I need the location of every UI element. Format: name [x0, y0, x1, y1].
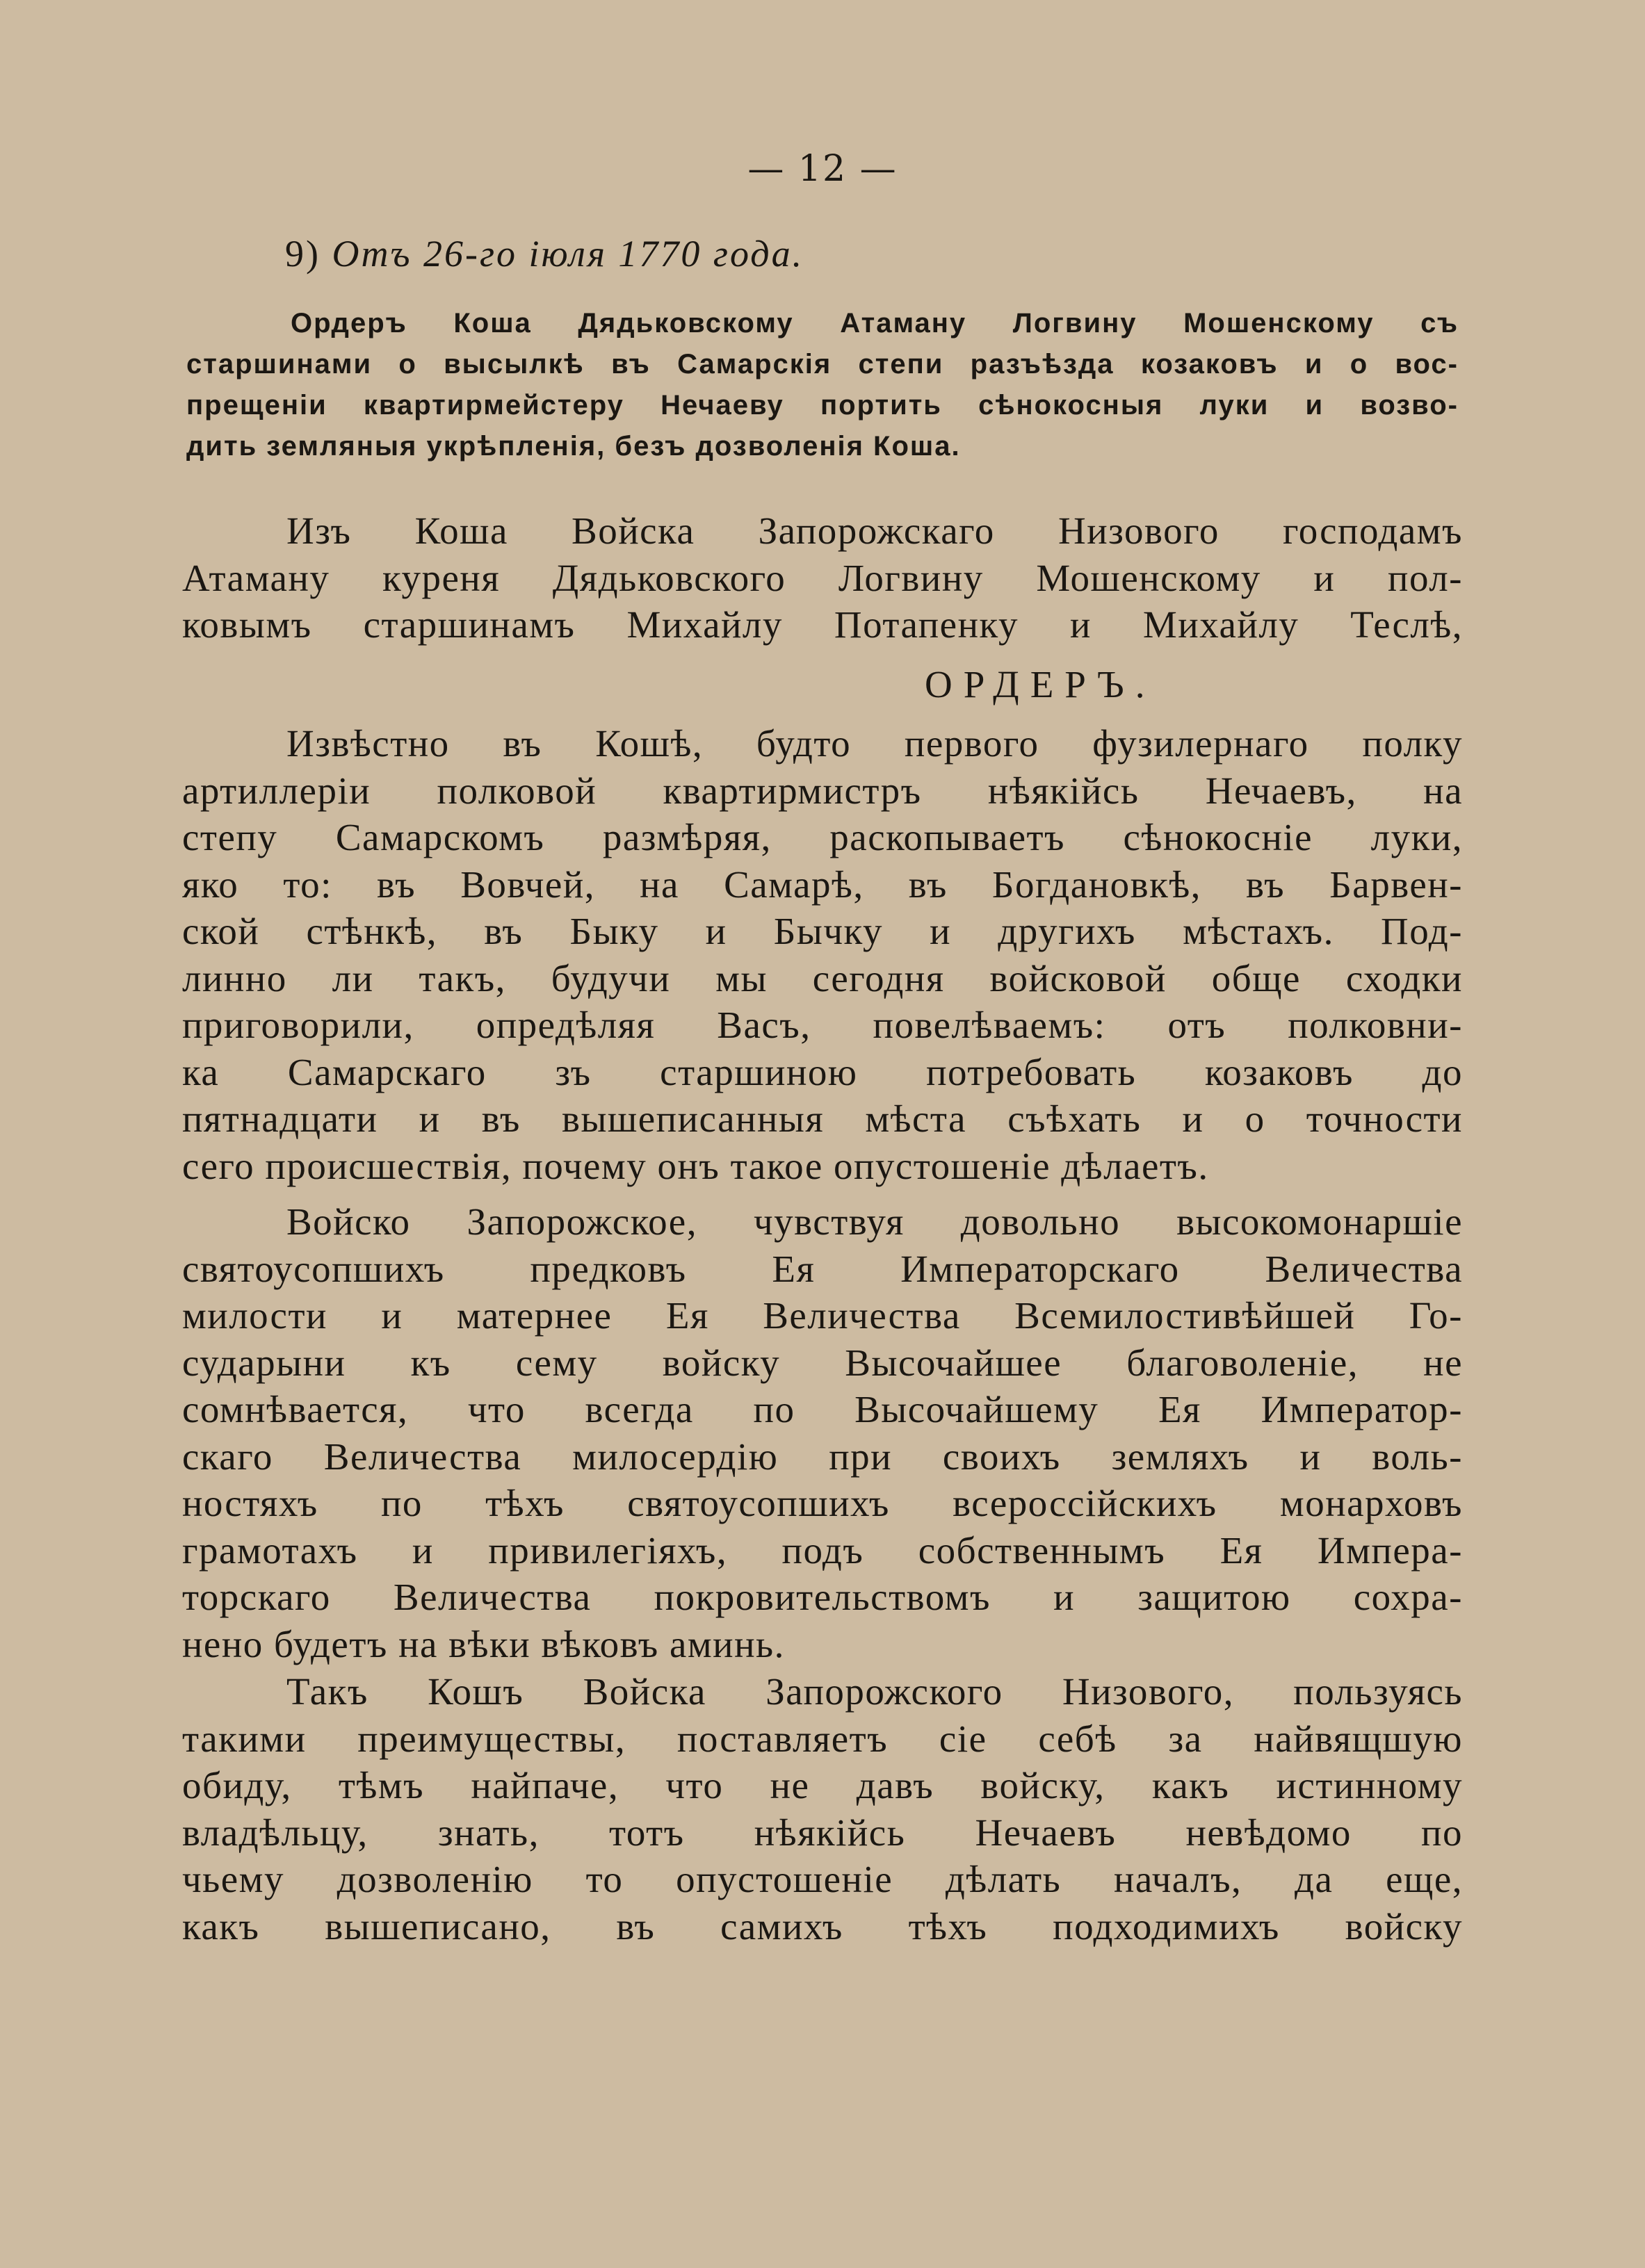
- paragraph-1: [182, 720, 1463, 1189]
- address-line: Атаману куреня Дядьковского Логвину Мошенскому и пол-: [182, 556, 1463, 599]
- paragraph-line: ской стѣнкѣ, въ Быку и Бычку и другихъ мѣстахъ. Под-: [182, 910, 1463, 952]
- address-line: ковымъ старшинамъ Михайлу Потапенку и Михайлу Теслѣ,: [182, 603, 1463, 646]
- document-number: 9): [285, 233, 321, 275]
- summary-line: дить земляныя укрѣпленія, безъ дозволенія Коша.: [186, 431, 961, 462]
- address-block: [182, 507, 1463, 648]
- page-number: — 12 —: [747, 148, 898, 190]
- paragraph-line: какъ вышеписано, въ самихъ тѣхъ подходимихъ войску: [182, 1904, 1463, 1948]
- paragraph-line: владѣльцу, знать, тотъ нѣякійсь Нечаевъ невѣдомо по: [182, 1811, 1463, 1854]
- paragraph-line: артиллеріи полковой квартирмистръ нѣякійсь Нечаевъ, на: [182, 769, 1463, 812]
- paragraph-line: пятнадцати и въ вышеписанныя мѣста съѣхать и о точности: [182, 1098, 1463, 1140]
- address-line: Изъ Коша Войска Запорожскаго Низового господамъ: [286, 509, 1463, 552]
- document-date: [285, 229, 804, 278]
- summary-line: прещеніи квартирмейстеру Нечаеву портить сѣнокосныя луки и возво-: [186, 390, 1459, 421]
- paragraph-line: Войско Запорожское, чувствуя довольно высокомонаршіе: [286, 1200, 1463, 1243]
- paragraph-line: святоусопшихъ предковъ Ея Императорскаго Величества: [182, 1247, 1463, 1290]
- order-heading: ОРДЕРЪ.: [925, 663, 1156, 705]
- paragraph-line: приговорили, опредѣляя Васъ, повелѣваемъ: отъ полковни-: [182, 1004, 1463, 1046]
- paragraph-line: сомнѣвается, что всегда по Высочайшему Ея Император-: [182, 1388, 1463, 1430]
- paragraph-line: торскаго Величества покровительствомъ и защитою сохра-: [182, 1576, 1463, 1618]
- summary-line: Ордеръ Коша Дядьковскому Атаману Логвину Мошенскому съ: [291, 308, 1459, 338]
- paragraph-line: грамотахъ и привилегіяхъ, подъ собственнымъ Ея Импера-: [182, 1528, 1463, 1572]
- paragraph-line: степу Самарскомъ размѣряя, раскопываетъ сѣнокосніе луки,: [182, 816, 1463, 858]
- paragraph-line: чьему дозволенію то опустошеніе дѣлать началъ, да еще,: [182, 1858, 1463, 1900]
- paragraph-line: яко то: въ Вовчей, на Самарѣ, въ Богдановкѣ, въ Барвен-: [182, 863, 1463, 906]
- paragraph-3: [182, 1668, 1463, 1950]
- paragraph-line: ностяхъ по тѣхъ святоусопшихъ всероссійскихъ монарховъ: [182, 1482, 1463, 1524]
- paragraph-line: милости и матернее Ея Величества Всемилостивѣйшей Го-: [182, 1294, 1463, 1337]
- paragraph-2: [182, 1198, 1463, 1667]
- paragraph-line: нено будетъ на вѣки вѣковъ аминь.: [182, 1622, 785, 1665]
- document-date-text: Отъ 26-го іюля 1770 года.: [332, 233, 804, 275]
- paragraph-line: Такъ Кошъ Войска Запорожского Низового, пользуясь: [286, 1670, 1463, 1713]
- summary-line: старшинами о высылкѣ въ Самарскія степи разъѣзда козаковъ и о вос-: [186, 349, 1459, 380]
- paragraph-line: сударыни къ сему войску Высочайшее благоволеніе, не: [182, 1341, 1463, 1384]
- paragraph-line: ка Самарскаго зъ старшиною потребовать козаковъ до: [182, 1050, 1463, 1093]
- document-summary: [186, 303, 1459, 467]
- paragraph-line: линно ли такъ, будучи мы сегодня войсковой обще сходки: [182, 956, 1463, 1000]
- paragraph-line: Извѣстно въ Кошѣ, будто первого фузилернаго полку: [286, 722, 1463, 765]
- paragraph-line: скаго Величества милосердію при своихъ земляхъ и воль-: [182, 1435, 1463, 1478]
- paragraph-line: такими преимуществы, поставляетъ сіе себѣ за найвящшую: [182, 1717, 1463, 1760]
- paragraph-line: обиду, тѣмъ найпаче, что не давъ войску, какъ истинному: [182, 1764, 1463, 1806]
- paragraph-line: сего происшествія, почему онъ такое опустошеніе дѣлаетъ.: [182, 1144, 1209, 1187]
